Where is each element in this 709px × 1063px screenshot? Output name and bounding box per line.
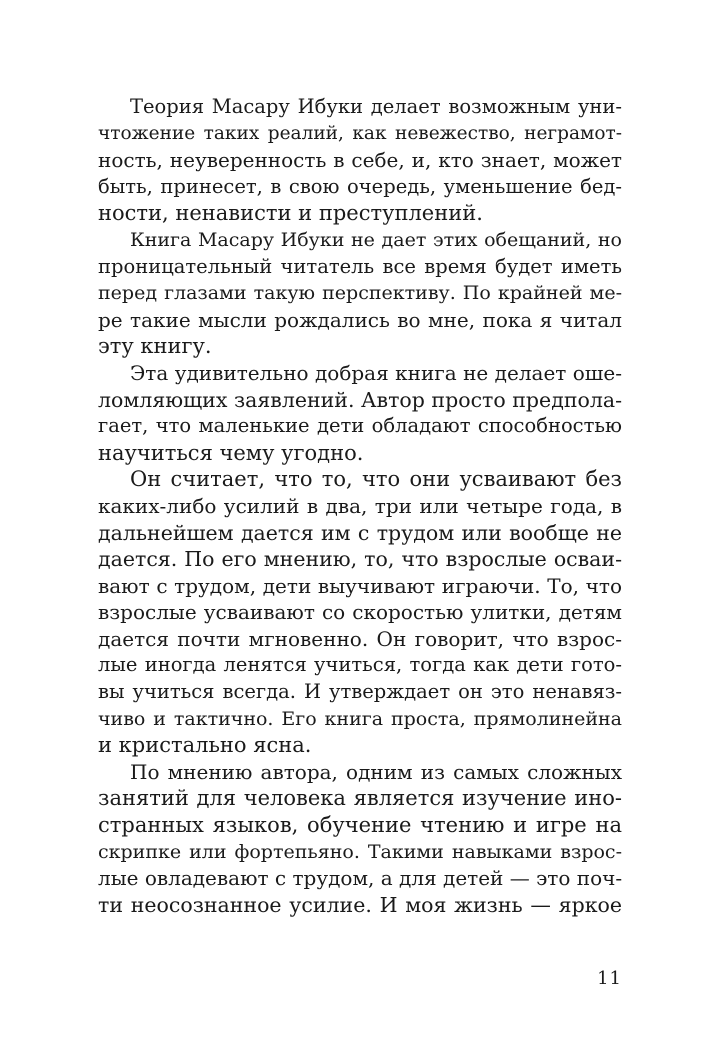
paragraph (98, 759, 622, 919)
text-line: каких-либо усилий в два, три или четыре года, в (98, 493, 622, 518)
text-line: дается почти мгновенно. Он говорит, что взрос- (98, 626, 622, 651)
text-line: ности, ненависти и преступлений. (98, 201, 483, 226)
text-line: Эта удивительно добрая книга не делает оше- (130, 360, 622, 385)
paragraph (98, 94, 622, 227)
body-text (98, 94, 622, 918)
text-line: ти неосознанное усилие. И моя жизнь — яркое (98, 892, 622, 917)
text-line: чтожение таких реалий, как невежество, неграмот- (98, 122, 622, 144)
paragraph (98, 360, 622, 466)
text-line: Теория Масару Ибуки делает возможным уни- (130, 95, 622, 118)
text-line: проницательный читатель все время будет иметь (98, 254, 622, 278)
paragraph (98, 227, 622, 360)
text-line: гает, что маленькие дети обладают способностью (98, 414, 622, 438)
text-line: дается. По его мнению, то, что взрослые осваи- (98, 547, 622, 572)
text-line: странных языков, обучение чтению и игре на (98, 813, 622, 838)
text-line: лые иногда ленятся учиться, тогда как дети гото- (98, 653, 622, 677)
text-line: чиво и тактично. Его книга проста, прямолинейна (98, 707, 622, 730)
text-line: взрослые усваивают со скоростью улитки, детям (98, 600, 622, 625)
text-line: ре такие мысли рождались во мне, пока я читал (98, 307, 622, 332)
text-line: быть, принесет, в свою очередь, уменьшение бед- (98, 174, 622, 198)
text-line: лые овладевают с трудом, а для детей — это поч- (98, 866, 623, 891)
paragraph (98, 466, 622, 759)
text-line: Он считает, что то, что они усваивают без (130, 467, 622, 492)
text-line: перед глазами такую перспективу. По крайней ме- (98, 282, 622, 305)
text-line: По мнению автора, одним из самых сложных (130, 759, 622, 784)
text-line: занятий для человека является изучение ино- (98, 786, 622, 811)
text-line: вы учиться всегда. И утверждает он это ненавяз- (98, 680, 622, 704)
text-line: ность, неуверенность в себе, и, кто знает, может (98, 148, 622, 173)
text-line: вают с трудом, дети выучивают играючи. То, что (98, 573, 622, 598)
text-line: дальнейшем дается им с трудом или вообще не (98, 520, 622, 545)
text-line: эту книгу. (98, 334, 212, 359)
text-line: скрипке или фортепьяно. Такими навыками взрос- (98, 840, 622, 863)
text-line: и кристально ясна. (98, 733, 312, 758)
page-number: 11 (597, 968, 622, 989)
text-line: Книга Масару Ибуки не дает этих обещаний, но (130, 228, 622, 251)
text-line: научиться чему угодно. (98, 440, 364, 465)
text-line: ломляющих заявлений. Автор просто предпола- (98, 387, 622, 412)
